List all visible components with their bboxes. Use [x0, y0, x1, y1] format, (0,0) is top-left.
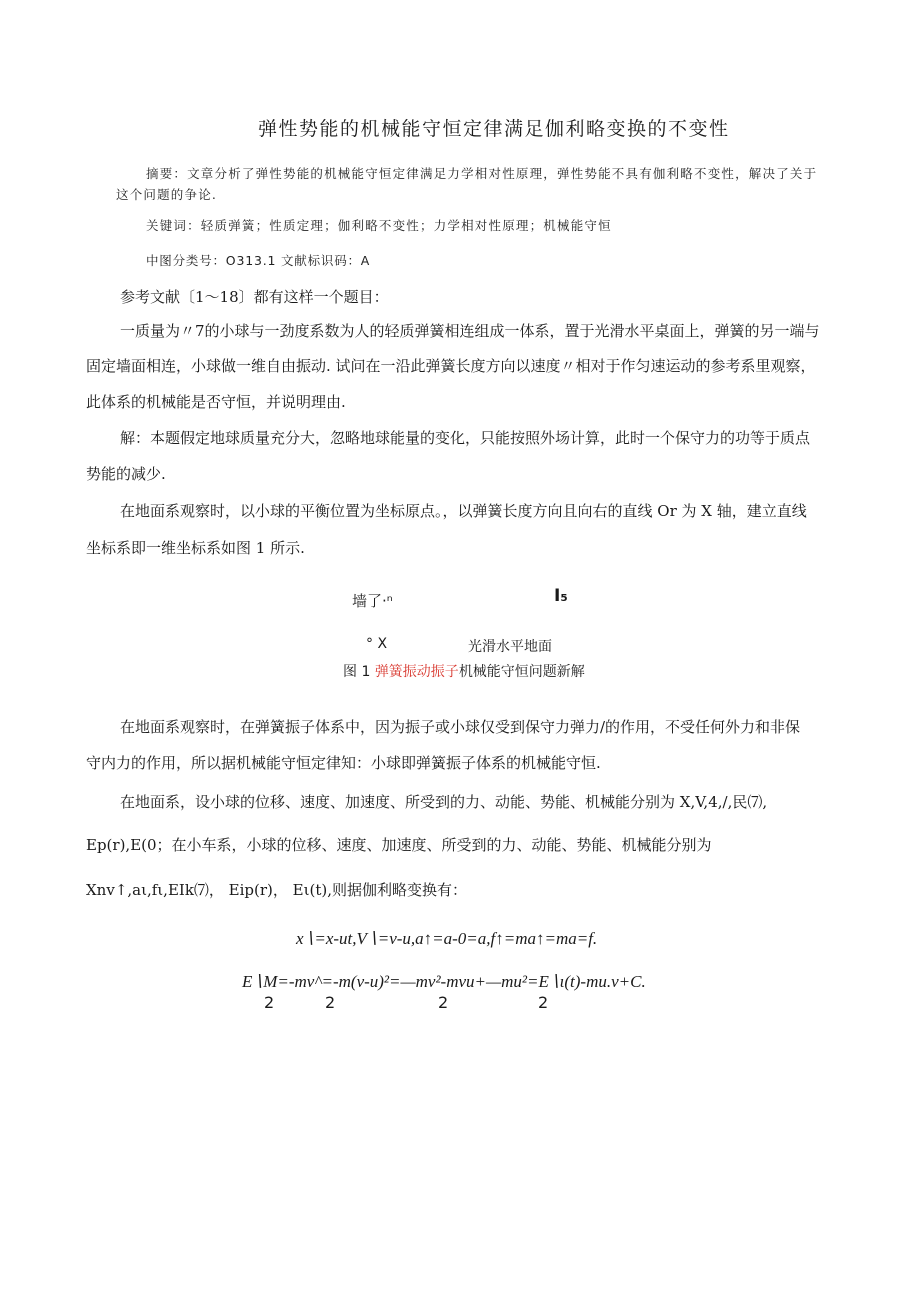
equation-denominator: 2 — [264, 993, 275, 1012]
abstract-line-1: 摘要：文章分析了弹性势能的机械能守恒定律满足力学相对性原理，弹性势能不具有伽利略不变性，解决了关于 — [146, 166, 818, 181]
variables-line-1: 在地面系，设小球的位移、速度、加速度、所受到的力、动能、势能、机械能分别为 X,V,4,/,民⑺, — [120, 793, 768, 811]
classification-code: 中图分类号：O313.1 文献标识码：A — [146, 253, 371, 268]
figure-ball-mark: I₅ — [554, 586, 568, 606]
equation-kinetic-energy: E∖M=-mv^=-m(v-u)²=—mv²-mvu+—mu²=E∖ι(t)-mu.v+C. — [242, 972, 646, 991]
figure-caption-highlight: 弹簧振动振子 — [374, 664, 459, 680]
figure-caption-suffix: 机械能守恒问题新解 — [458, 664, 585, 680]
problem-line-3: 此体系的机械能是否守恒，并说明理由. — [86, 393, 346, 411]
analysis-line-2: 守内力的作用，所以据机械能守恒定律知：小球即弹簧振子体系的机械能守恒. — [86, 754, 601, 772]
equation-denominator: 2 — [438, 993, 449, 1012]
solution-line-1: 解：本题假定地球质量充分大，忽略地球能量的变化，只能按照外场计算，此时一个保守力的功等于质点 — [120, 429, 811, 447]
equation-galilean-transform: x∖=x-ut,V∖=v-u,a↑=a-0=a,f↑=ma↑=ma=f. — [296, 929, 598, 948]
figure-caption — [343, 661, 585, 681]
variables-line-2: Ep(r),E(0；在小车系，小球的位移、速度、加速度、所受到的力、动能、势能、机械能分别为 — [86, 836, 712, 854]
figure-caption-prefix: 图 1 — [343, 664, 375, 680]
problem-line-2: 固定墙面相连，小球做一维自由振动. 试问在一沿此弹簧长度方向以速度〃相对于作匀速运动的参考系里观察， — [86, 357, 816, 375]
equation-denominator: 2 — [538, 993, 549, 1012]
analysis-line-1: 在地面系观察时，在弹簧振子体系中，因为振子或小球仅受到保守力弹力/的作用，不受任何外力和非保 — [120, 718, 801, 736]
keywords: 关键词：轻质弹簧；性质定理；伽利略不变性；力学相对性原理；机械能守恒 — [146, 218, 612, 233]
solution-line-2: 势能的减少. — [86, 465, 166, 483]
problem-line-1: 一质量为〃7的小球与一劲度系数为人的轻质弹簧相连组成一体系，置于光滑水平桌面上，弹簧的另一端与 — [120, 322, 820, 340]
equation-denominator: 2 — [325, 993, 336, 1012]
figure-wall-label: 墙了·ⁿ — [352, 592, 393, 610]
abstract-line-2: 这个问题的争论. — [116, 187, 218, 202]
figure-floor-label: 光滑水平地面 — [468, 639, 552, 655]
coordinate-line-2: 坐标系即一维坐标系如图 1 所示. — [86, 539, 305, 557]
figure-origin-label: ° X — [366, 636, 388, 652]
paragraph-references: 参考文献〔1～18〕都有这样一个题目： — [120, 288, 389, 306]
coordinate-line-1: 在地面系观察时，以小球的平衡位置为坐标原点。，以弹簧长度方向且向右的直线 Or 为 X 轴，建立直线 — [120, 502, 807, 520]
paper-title: 弹性势能的机械能守恒定律满足伽利略变换的不变性 — [258, 118, 730, 140]
variables-line-3: Xnv↑,aι,fι,EIk⑺， Eip(r)， Eι(t),则据伽利略变换有： — [86, 881, 467, 899]
